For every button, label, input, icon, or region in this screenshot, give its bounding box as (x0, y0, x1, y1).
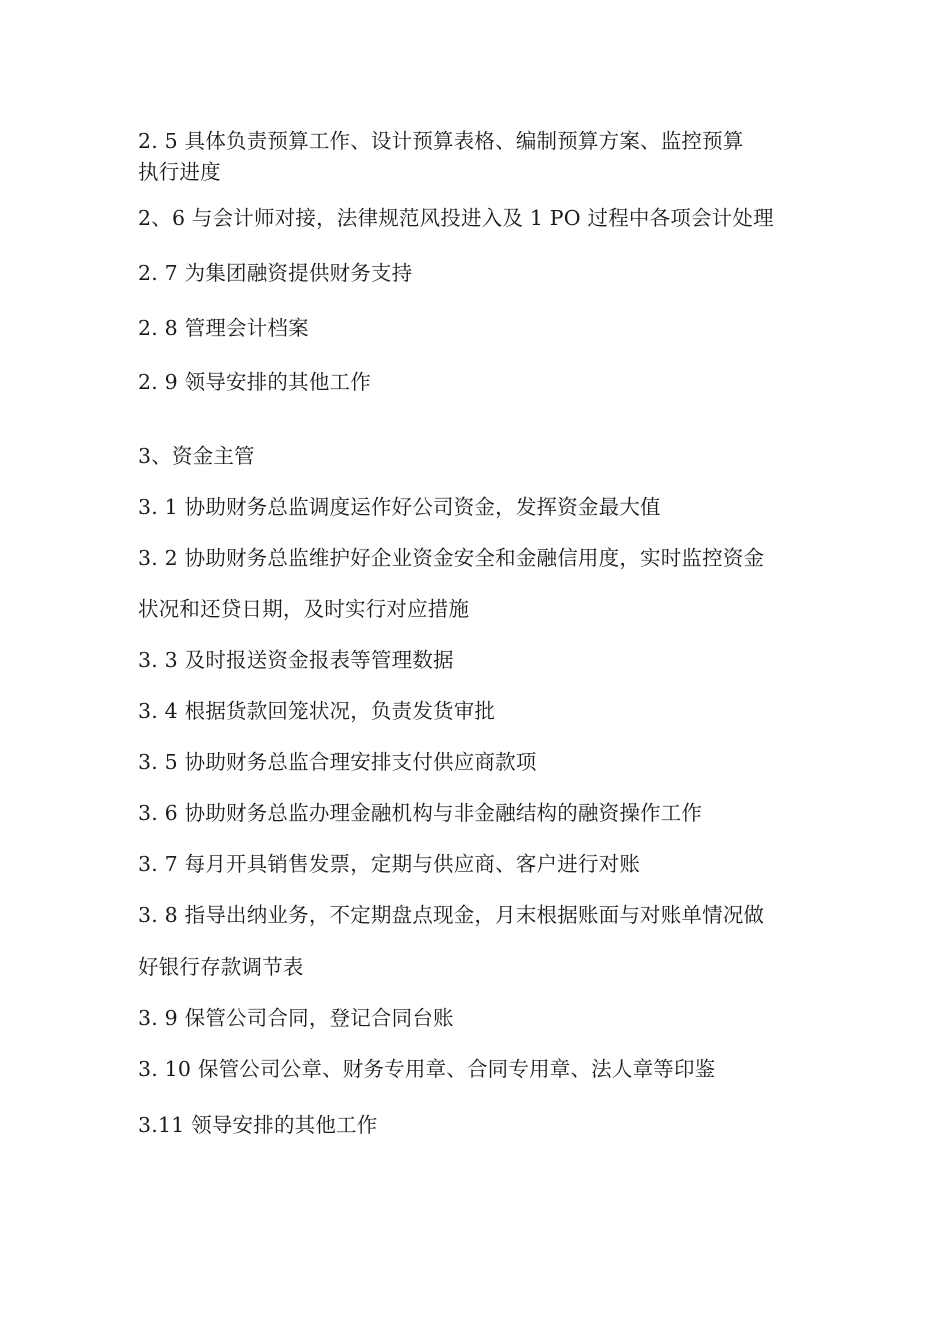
text-line: 3. 9 保管公司合同，登记合同台账 (138, 1006, 454, 1030)
section-heading: 3、资金主管 (138, 444, 255, 468)
text-line: 状况和还贷日期，及时实行对应措施 (138, 597, 470, 621)
text-line: 好银行存款调节表 (138, 955, 304, 979)
text-line: 2、6 与会计师对接，法律规范风投进入及 1 PO 过程中各项会计处理 (138, 206, 774, 230)
text-line: 3. 2 协助财务总监维护好企业资金安全和金融信用度，实时监控资金 (138, 546, 765, 570)
text-line: 3. 6 协助财务总监办理金融机构与非金融结构的融资操作工作 (138, 801, 703, 825)
text-line: 3. 1 协助财务总监调度运作好公司资金，发挥资金最大值 (138, 495, 661, 519)
text-line: 3. 4 根据货款回笼状况，负责发货审批 (138, 699, 496, 723)
text-line: 执行进度 (138, 160, 221, 184)
text-line: 2. 8 管理会计档案 (138, 316, 309, 340)
text-line: 2. 5 具体负责预算工作、设计预算表格、编制预算方案、监控预算 (138, 129, 744, 153)
text-line: 2. 9 领导安排的其他工作 (138, 370, 371, 394)
text-line: 3.11 领导安排的其他工作 (138, 1113, 378, 1137)
text-line: 2. 7 为集团融资提供财务支持 (138, 261, 413, 285)
text-line: 3. 10 保管公司公章、财务专用章、合同专用章、法人章等印鉴 (138, 1057, 716, 1081)
text-line: 3. 8 指导出纳业务，不定期盘点现金，月末根据账面与对账单情况做 (138, 903, 765, 927)
text-line: 3. 5 协助财务总监合理安排支付供应商款项 (138, 750, 537, 774)
text-line: 3. 7 每月开具销售发票，定期与供应商、客户进行对账 (138, 852, 641, 876)
text-line: 3. 3 及时报送资金报表等管理数据 (138, 648, 454, 672)
